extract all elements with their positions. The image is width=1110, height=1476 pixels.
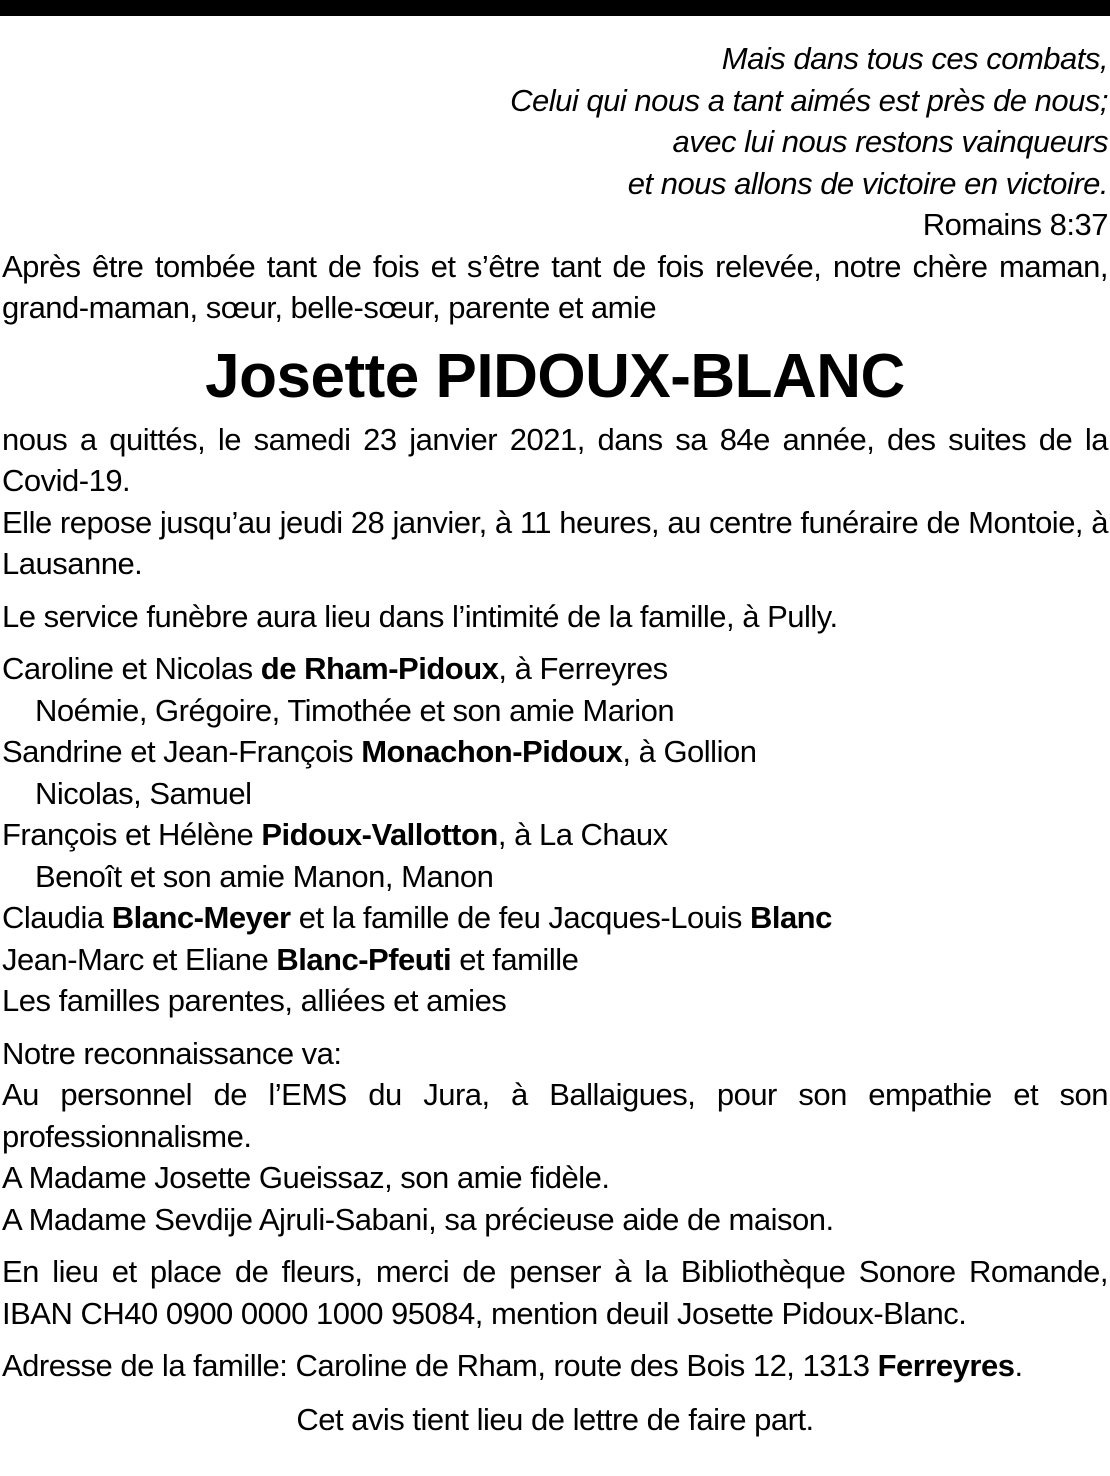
intro-paragraph: Après être tombée tant de fois et s’être tant de fois relevée, notre chère maman, grand-maman, sœur, belle-sœur, parente et amie (2, 248, 1108, 325)
top-border-rule (0, 0, 1110, 16)
verse-line: et nous allons de victoire en victoire. (627, 165, 1108, 201)
verse-line: avec lui nous restons vainqueurs (672, 124, 1108, 159)
address-town: Ferreyres (877, 1348, 1015, 1383)
family-children: Nicolas, Samuel (35, 775, 252, 811)
family-line (2, 731, 1108, 773)
family-given-names: Sandrine et Jean-François (2, 734, 362, 769)
donation-notice: En lieu et place de fleurs, merci de penser à la Bibliothèque Sonore Romande, IBAN CH40 0900 0000 1000 95084, mention deuil Josette Pidoux-Blanc. (2, 1254, 1108, 1331)
family-line (2, 897, 1108, 939)
family-surname: Monachon-Pidoux (361, 734, 623, 769)
family-location: , à Gollion (622, 734, 757, 769)
family-connector-text: et la famille de feu Jacques-Louis (290, 900, 750, 935)
verse-line: Celui qui nous a tant aimés est près de nous; (510, 82, 1108, 118)
deceased-name: Josette PIDOUX-BLANC (205, 341, 905, 411)
family-line (2, 814, 1108, 856)
obituary-notice (2, 38, 1108, 1440)
gratitude-heading: Notre reconnaissance va: (2, 1035, 342, 1071)
address-period: . (1014, 1348, 1023, 1383)
rest-notice: Elle repose jusqu’au jeudi 28 janvier, à 11 heures, au centre funéraire de Montoie, à Lausanne. (2, 504, 1108, 581)
family-given-names: Claudia (2, 900, 112, 935)
family-location: , à Ferreyres (498, 651, 668, 686)
bible-verse (2, 38, 1108, 246)
gratitude-section (2, 1033, 1108, 1241)
gratitude-line: A Madame Sevdije Ajruli-Sabani, sa précieuse aide de maison. (2, 1201, 834, 1237)
family-surname: Pidoux-Vallotton (261, 817, 498, 852)
family-surname: de Rham-Pidoux (260, 651, 499, 686)
family-surname: Blanc-Meyer (111, 900, 291, 935)
family-line: Les familles parentes, alliées et amies (2, 983, 507, 1018)
family-children: Noémie, Grégoire, Timothée et son amie Marion (35, 692, 675, 728)
verse-line: Mais dans tous ces combats, (721, 41, 1108, 76)
gratitude-line: Au personnel de l’EMS du Jura, à Ballaigues, pour son empathie et son professionnalisme. (2, 1077, 1108, 1154)
family-given-names: Caroline et Nicolas (2, 651, 261, 686)
service-notice: Le service funèbre aura lieu dans l’intimité de la famille, à Pully. (2, 598, 838, 634)
family-list (2, 648, 1108, 1022)
verse-reference: Romains 8:37 (922, 207, 1108, 242)
family-address (2, 1345, 1108, 1387)
family-given-names: François et Hélène (2, 817, 262, 852)
family-surname: Blanc-Pfeuti (276, 941, 452, 977)
family-given-names: Jean-Marc et Eliane (2, 941, 277, 977)
address-text: Adresse de la famille: Caroline de Rham, route des Bois 12, 1313 (2, 1348, 878, 1383)
family-surname: Blanc (749, 900, 832, 935)
gratitude-line: A Madame Josette Gueissaz, son amie fidèle. (2, 1160, 610, 1195)
family-line (2, 648, 1108, 690)
family-line (2, 939, 1108, 981)
family-location: , à La Chaux (497, 817, 668, 852)
closing-note: Cet avis tient lieu de lettre de faire part. (296, 1401, 814, 1437)
family-suffix: et famille (451, 941, 579, 977)
family-children: Benoît et son amie Manon, Manon (35, 858, 494, 894)
death-notice: nous a quittés, le samedi 23 janvier 2021, dans sa 84e année, des suites de la Covid-19. (2, 421, 1108, 498)
